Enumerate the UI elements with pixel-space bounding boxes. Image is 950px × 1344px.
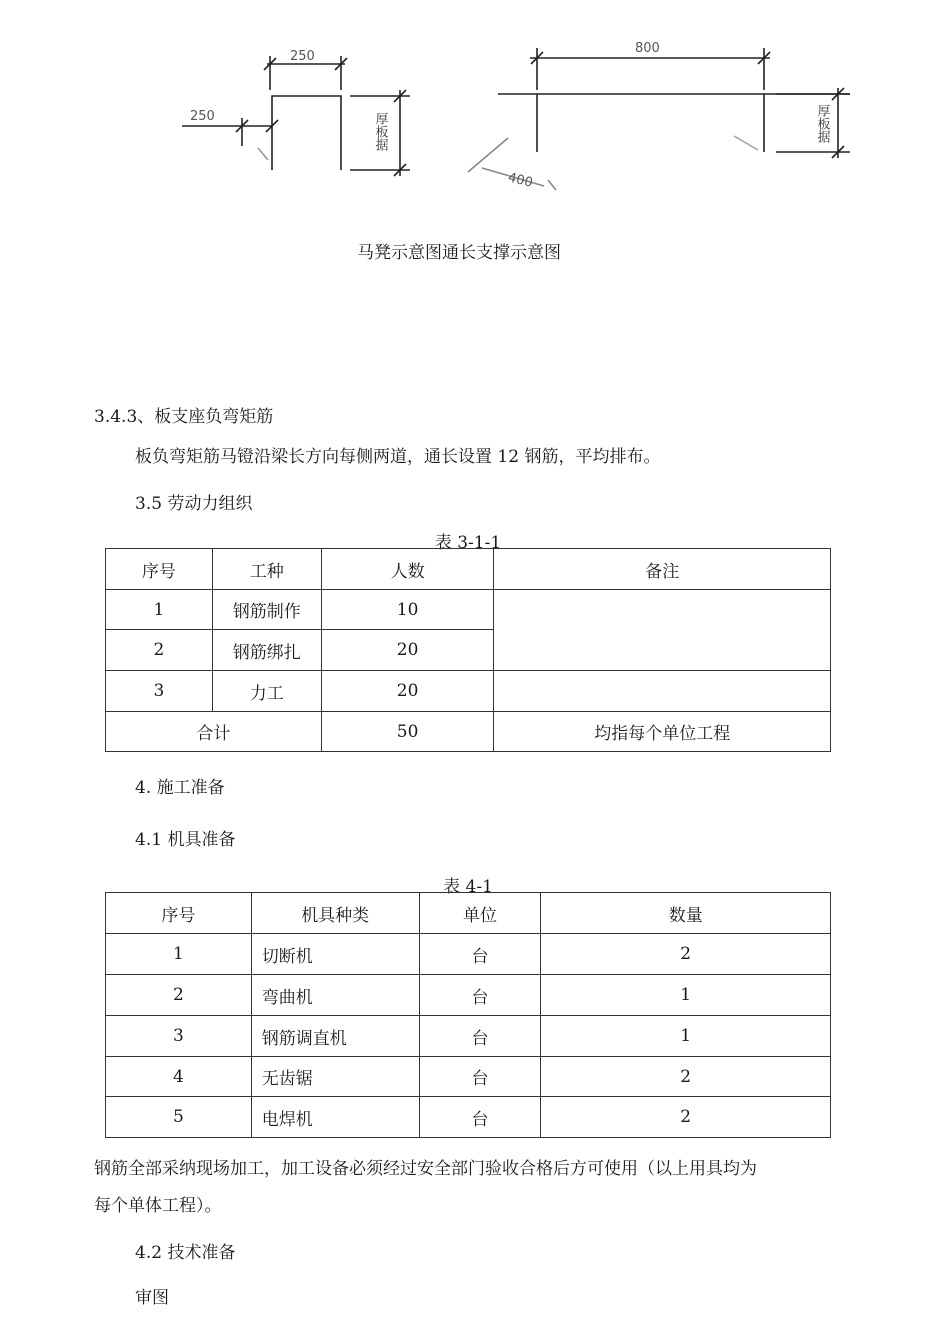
support-dim-bottom: 400 xyxy=(506,170,535,191)
table-cell: 钢筋调直机 xyxy=(251,1016,419,1057)
table-row xyxy=(106,975,831,1016)
table-row xyxy=(106,934,831,975)
table-row xyxy=(106,1057,831,1097)
table-cell: 2 xyxy=(106,975,252,1016)
table-cell-note xyxy=(494,671,831,712)
table-cell: 切断机 xyxy=(251,934,419,975)
table-cell: 钢筋制作 xyxy=(212,590,321,630)
table-cell: 2 xyxy=(541,1057,831,1097)
table-header: 工种 xyxy=(212,549,321,590)
table-cell: 电焊机 xyxy=(251,1097,419,1138)
table-cell: 10 xyxy=(321,590,494,630)
table-cell: 1 xyxy=(541,1016,831,1057)
paragraph-line-2: 每个单体工程）。 xyxy=(94,1196,222,1216)
table-cell: 1 xyxy=(106,934,252,975)
table-cell: 台 xyxy=(419,1016,541,1057)
table-header: 人数 xyxy=(321,549,494,590)
support-diagram xyxy=(468,48,850,190)
stool-dim-left: 250 xyxy=(190,109,215,124)
total-label: 合计 xyxy=(106,712,322,752)
support-dim-top: 800 xyxy=(635,41,660,56)
table-header-row xyxy=(106,893,831,934)
table-cell: 3 xyxy=(106,1016,252,1057)
table-header: 备注 xyxy=(494,549,831,590)
table-cell: 20 xyxy=(321,671,494,712)
equipment-table xyxy=(105,892,831,1138)
labor-table xyxy=(105,548,831,752)
section-3-4-3-body: 板负弯矩筋马镫沿梁长方向每侧两道，通长设置 12 钢筋，平均排布。 xyxy=(135,447,661,467)
table-cell: 3 xyxy=(106,671,213,712)
total-note: 均指每个单位工程 xyxy=(494,712,831,752)
section-4-2-title: 4.2 技术准备 xyxy=(135,1243,236,1263)
table2-caption: 表 4-1 xyxy=(443,877,493,897)
table-cell-note xyxy=(494,590,831,671)
table-header: 序号 xyxy=(106,893,252,934)
total-value: 50 xyxy=(321,712,494,752)
table-cell: 台 xyxy=(419,934,541,975)
table-row xyxy=(106,671,831,712)
table-cell: 4 xyxy=(106,1057,252,1097)
table-cell: 5 xyxy=(106,1097,252,1138)
table-cell: 台 xyxy=(419,975,541,1016)
section-4-1-title: 4.1 机具准备 xyxy=(135,830,236,850)
table-cell: 钢筋绑扎 xyxy=(212,630,321,671)
support-thickness-label: 厚板据 xyxy=(814,104,830,143)
table-header: 单位 xyxy=(419,893,541,934)
table-header: 机具种类 xyxy=(251,893,419,934)
section-4-2-body: 审图 xyxy=(135,1288,169,1308)
table-cell: 无齿锯 xyxy=(251,1057,419,1097)
stool-thickness-label: 厚板据 xyxy=(372,112,388,151)
table-cell: 力工 xyxy=(212,671,321,712)
table-cell: 1 xyxy=(541,975,831,1016)
table-cell: 2 xyxy=(106,630,213,671)
table-row xyxy=(106,1097,831,1138)
table-cell: 20 xyxy=(321,630,494,671)
table-cell: 台 xyxy=(419,1057,541,1097)
paragraph-line-1: 钢筋全部采纳现场加工，加工设备必须经过安全部门验收合格后方可使用（以上用具均为 xyxy=(94,1159,757,1179)
section-4-title: 4. 施工准备 xyxy=(135,778,225,798)
table-header: 序号 xyxy=(106,549,213,590)
table-cell: 1 xyxy=(106,590,213,630)
table-cell: 弯曲机 xyxy=(251,975,419,1016)
table-row xyxy=(106,1016,831,1057)
table-row xyxy=(106,590,831,630)
table1-caption: 表 3-1-1 xyxy=(434,533,502,553)
table-cell: 2 xyxy=(541,1097,831,1138)
table-total-row xyxy=(106,712,831,752)
table-header: 数量 xyxy=(541,893,831,934)
stool-dim-top: 250 xyxy=(290,49,315,64)
section-3-4-3-title: 3.4.3、板支座负弯矩筋 xyxy=(94,407,274,427)
diagram-caption: 马凳示意图通长支撑示意图 xyxy=(357,243,561,263)
diagram-area xyxy=(0,0,950,230)
table-cell: 台 xyxy=(419,1097,541,1138)
table-header-row xyxy=(106,549,831,590)
section-3-5-title: 3.5 劳动力组织 xyxy=(135,494,253,514)
table-cell: 2 xyxy=(541,934,831,975)
